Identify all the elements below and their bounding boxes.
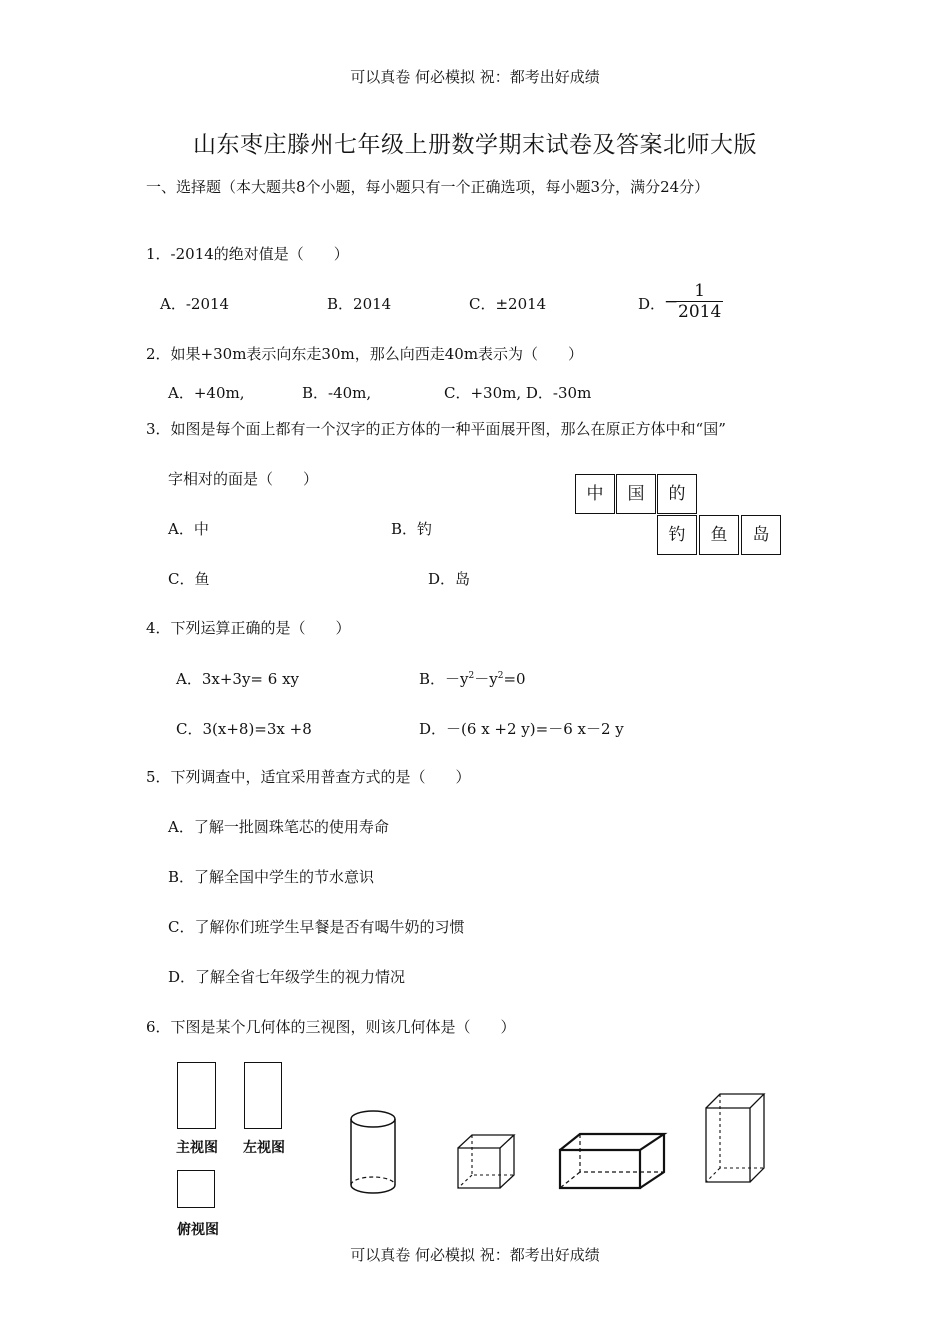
top-view-square	[177, 1170, 215, 1208]
tall-prism-figure	[700, 1088, 770, 1188]
question-1-option-d-label: D．	[638, 295, 666, 313]
question-1-option-d-sign: −	[664, 292, 679, 312]
question-3-option-d: D．岛	[428, 570, 471, 588]
net-cell: 岛	[741, 515, 781, 555]
question-3-option-c: C．鱼	[168, 570, 210, 588]
question-5-stem: 5．下列调查中，适宜采用普查方式的是（ ）	[146, 768, 471, 786]
page-title: 山东枣庄滕州七年级上册数学期末试卷及答案北师大版	[193, 132, 757, 158]
page-header: 可以真卷 何必模拟 祝：都考出好成绩	[350, 68, 600, 86]
net-cell: 国	[616, 474, 656, 514]
cylinder-figure	[340, 1105, 406, 1199]
question-5-option-a: A．了解一批圆珠笔芯的使用寿命	[168, 818, 389, 836]
cuboid-figure	[552, 1128, 672, 1196]
question-3-option-b: B．钓	[391, 520, 433, 538]
fraction-denominator: 2014	[678, 302, 722, 322]
question-2-option-cd: C．+30m, D．-30m	[444, 384, 592, 402]
question-4-option-c: C．3(x+8)=3x +8	[176, 720, 312, 738]
question-2-option-b: B．-40m,	[302, 384, 372, 402]
question-4-option-b	[419, 668, 526, 689]
front-view-rect	[177, 1062, 216, 1129]
left-view-label: 左视图	[243, 1140, 285, 1156]
top-view-label: 俯视图	[177, 1222, 219, 1238]
left-view-rect	[244, 1062, 282, 1129]
question-3-stem: 3．如图是每个面上都有一个汉字的正方体的一种平面展开图，那么在原正方体中和“国”	[146, 420, 726, 438]
question-3-stem-cont: 字相对的面是（ ）	[168, 470, 319, 488]
question-4-option-a: A．3x+3y= 6 xy	[176, 670, 300, 688]
front-view-label: 主视图	[176, 1140, 218, 1156]
fraction-numerator: 1	[694, 281, 706, 301]
net-cell: 鱼	[699, 515, 739, 555]
question-2-option-a: A．+40m,	[168, 384, 245, 402]
question-1-stem: 1．-2014的绝对值是（ ）	[146, 245, 349, 263]
option-b-part: B．－y	[419, 670, 469, 688]
exponent: 2	[468, 671, 475, 681]
section-heading: 一、选择题（本大题共8个小题，每小题只有一个正确选项，每小题3分，满分24分）	[146, 178, 710, 196]
net-cell: 的	[657, 474, 697, 514]
question-2-stem: 2．如果+30m表示向东走30m，那么向西走40m表示为（ ）	[146, 345, 584, 363]
question-4-option-d: D．－(6 x +2 y)=－6 x－2 y	[419, 720, 624, 738]
net-cell: 钓	[657, 515, 697, 555]
question-1-option-b: B．2014	[327, 295, 392, 313]
cube-figure	[452, 1130, 522, 1196]
question-6-stem: 6．下图是某个几何体的三视图，则该几何体是（ ）	[146, 1018, 516, 1036]
question-5-option-b: B．了解全国中学生的节水意识	[168, 868, 375, 886]
question-5-option-d: D．了解全省七年级学生的视力情况	[168, 968, 406, 986]
question-3-option-a: A．中	[168, 520, 209, 538]
question-1-option-d-fraction	[676, 281, 723, 322]
question-5-option-c: C．了解你们班学生早餐是否有喝牛奶的习惯	[168, 918, 465, 936]
option-b-part: =0	[503, 670, 526, 688]
option-b-part: －y	[474, 670, 498, 688]
net-cell: 中	[575, 474, 615, 514]
question-4-stem: 4．下列运算正确的是（ ）	[146, 619, 351, 637]
page-footer: 可以真卷 何必模拟 祝：都考出好成绩	[350, 1246, 600, 1264]
exponent: 2	[497, 671, 504, 681]
question-1-option-c: C．±2014	[469, 295, 547, 313]
question-1-option-a: A．-2014	[160, 295, 230, 313]
